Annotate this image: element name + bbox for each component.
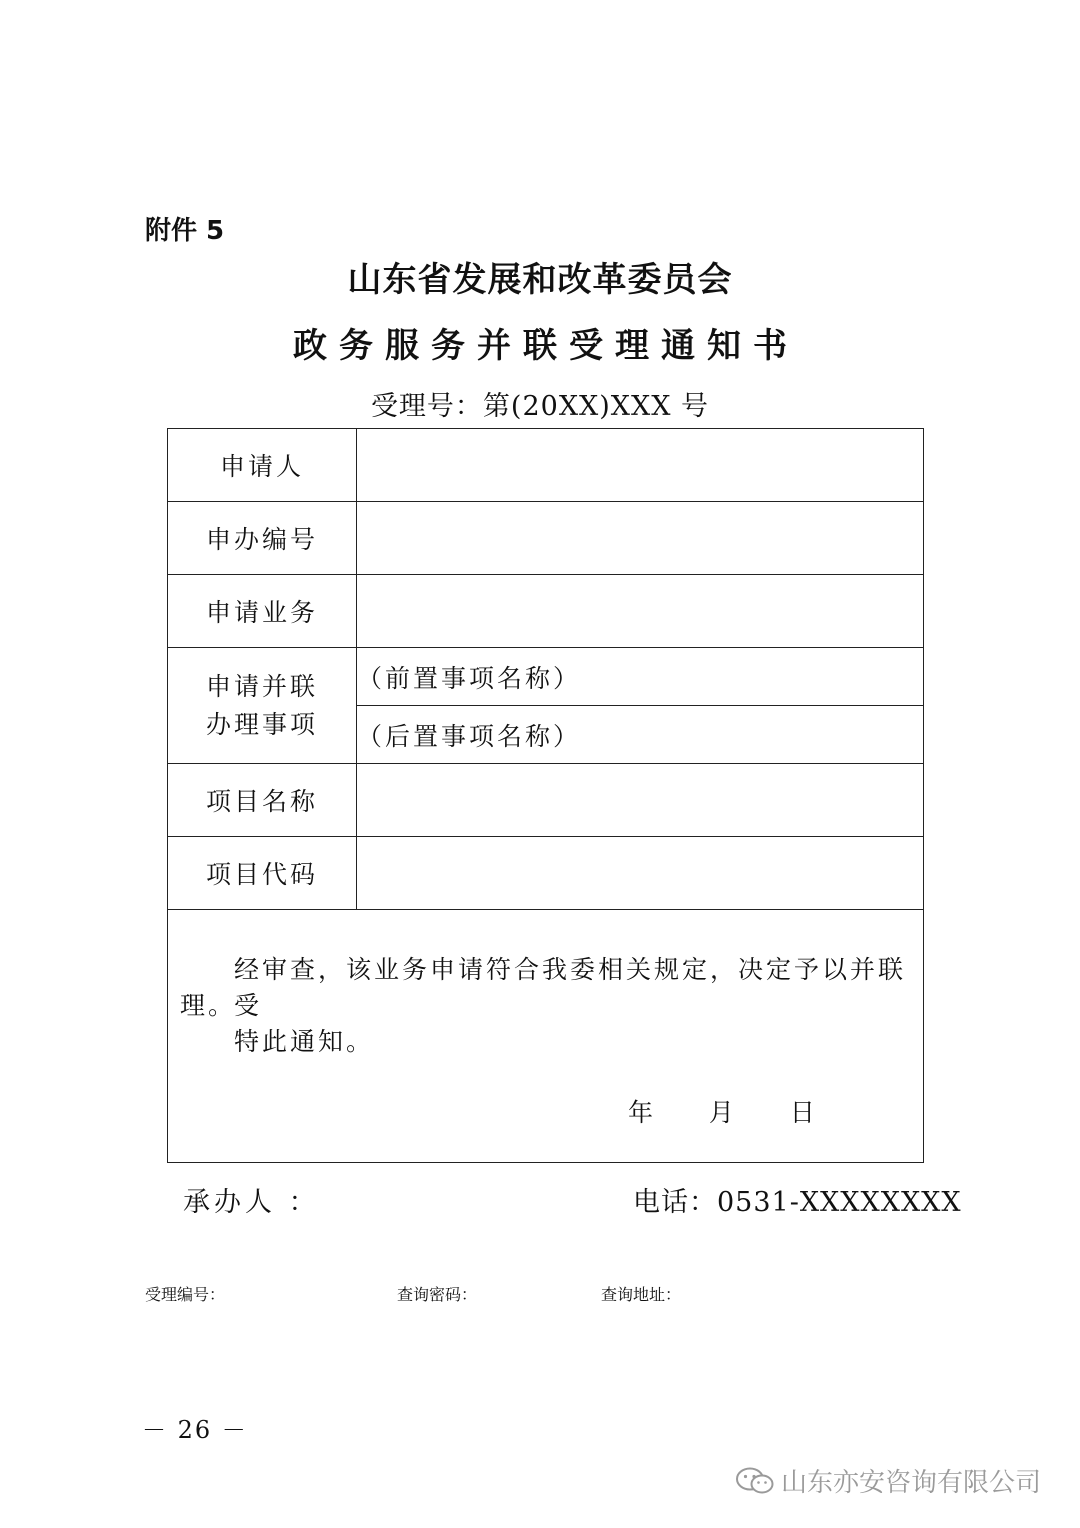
handler-label: 承办人 ： <box>183 1187 320 1218</box>
page-number: － 26 － <box>142 1416 248 1444</box>
notice-text-line3: 特此通知。 <box>234 1027 375 1056</box>
notice-date <box>628 1093 815 1129</box>
date-day: 日 <box>789 1098 815 1127</box>
label-applicant: 申请人 <box>168 429 357 502</box>
footer-query-address: 查询地址： <box>601 1285 682 1304</box>
value-project-name <box>357 764 924 837</box>
value-application-business <box>357 575 924 648</box>
attachment-label: 附件 5 <box>145 216 225 246</box>
document-title-org: 山东省发展和改革委员会 <box>347 260 733 300</box>
accept-number: 受理号：第(20XX)XXX 号 <box>370 391 710 422</box>
watermark <box>735 1462 1041 1499</box>
notice-body <box>168 910 924 1163</box>
label-application-number: 申办编号 <box>168 502 357 575</box>
row-application-number <box>168 502 924 575</box>
label-parallel-line2: 办理事项 <box>205 709 318 739</box>
notice-form-table <box>167 428 924 1163</box>
label-project-name: 项目名称 <box>168 764 357 837</box>
footer-accept-code: 受理编号： <box>145 1285 226 1304</box>
value-application-number <box>357 502 924 575</box>
label-parallel-line1: 申请并联 <box>205 671 318 701</box>
row-application-business <box>168 575 924 648</box>
value-pre-item: （前置事项名称） <box>357 648 924 706</box>
notice-text-line1: 经审查，该业务申请符合我委相关规定，决定予以并联受 <box>234 955 907 1020</box>
row-project-name <box>168 764 924 837</box>
value-applicant <box>357 429 924 502</box>
row-parallel-pre <box>168 648 924 706</box>
date-month: 月 <box>708 1098 734 1127</box>
row-project-code <box>168 837 924 910</box>
footer-query-password: 查询密码： <box>397 1285 478 1304</box>
phone-number: 电话：0531-XXXXXXXX <box>633 1187 962 1218</box>
value-project-code <box>357 837 924 910</box>
watermark-text: 山东亦安咨询有限公司 <box>781 1468 1042 1498</box>
row-notice-body <box>168 910 924 1163</box>
date-year: 年 <box>628 1098 654 1127</box>
label-project-code: 项目代码 <box>168 837 357 910</box>
label-parallel-items <box>168 648 357 764</box>
document-title-notice: 政务服务并联受理通知书 <box>293 326 799 366</box>
value-post-item: （后置事项名称） <box>357 706 924 764</box>
notice-text-line2: 理。 <box>180 991 237 1020</box>
label-application-business: 申请业务 <box>168 575 357 648</box>
wechat-icon <box>735 1466 775 1496</box>
row-applicant <box>168 429 924 502</box>
